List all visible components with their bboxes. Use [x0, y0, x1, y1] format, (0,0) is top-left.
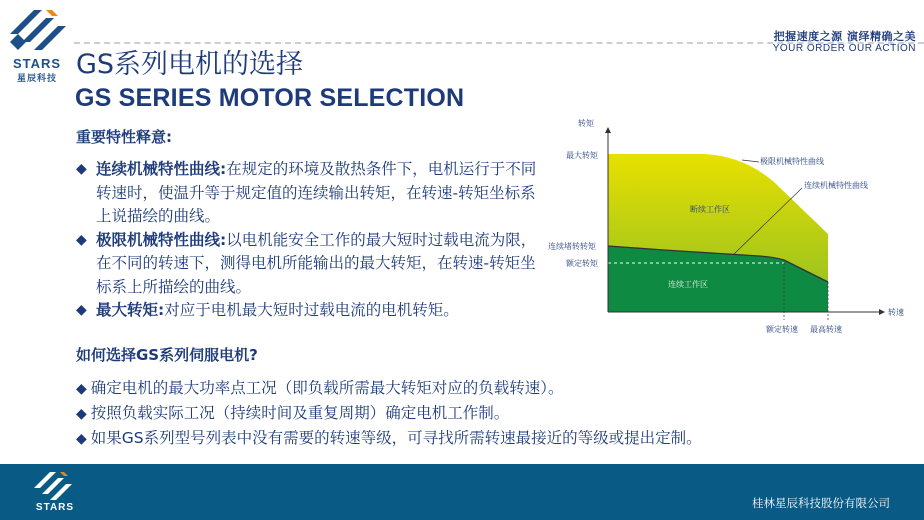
- x-tick-max-speed: 最高转速: [810, 325, 842, 334]
- selection-step: [76, 401, 876, 426]
- definition-term: 极限机械特性曲线:: [96, 230, 227, 249]
- definition-term: 最大转矩:: [96, 301, 165, 319]
- chart-svg: [544, 112, 924, 344]
- definition-term: 连续机械特性曲线:: [96, 160, 227, 178]
- intermittent-region-label: 断续工作区: [690, 205, 730, 214]
- limit-curve-label: 极限机械特性曲线: [760, 157, 824, 166]
- diamond-bullet-icon: ◆: [76, 431, 87, 447]
- y-tick-max-torque: 最大转矩: [566, 151, 598, 160]
- y-tick-stall-torque: 连续堵转转矩: [548, 242, 596, 251]
- diamond-bullet-icon: ◆: [76, 161, 87, 177]
- slogan-en: YOUR ORDER OUR ACTION: [772, 43, 916, 54]
- page-title-en: GS SERIES MOTOR SELECTION: [75, 84, 465, 112]
- y-tick-rated-torque: 额定转矩: [566, 259, 598, 268]
- footer-wordmark: STARS: [35, 502, 75, 513]
- selection-heading: 如何选择GS系列伺服电机?: [76, 346, 258, 364]
- definition-text: 对应于电机最大短时过载电流的电机转矩。: [164, 301, 459, 319]
- step-text: 按照负载实际工况（持续时间及重复周期）确定电机工作制。: [90, 404, 510, 422]
- definitions-list: [76, 158, 546, 323]
- selection-step: [76, 426, 876, 451]
- diamond-bullet-icon: ◆: [76, 231, 87, 248]
- definition-text: 以电机能安全工作的最大短时过载电流为限，在不同的转速下，测得电机所能输出的最大转矩，在转速-转矩坐标系上所描绘的曲线。: [96, 230, 537, 296]
- logo-cn-name: 星辰科技: [16, 74, 57, 84]
- x-axis-label: 转速: [888, 308, 904, 317]
- footer-company-name: 桂林星辰科技股份有限公司: [752, 496, 890, 510]
- step-text: 如果GS系列型号列表中没有需要的转速等级，可寻找所需转速最接近的等级或提出定制。: [90, 429, 702, 447]
- footer-bar: [0, 464, 924, 520]
- definition-item: [76, 299, 546, 323]
- y-axis-label: 转矩: [578, 119, 594, 128]
- continuous-curve-label: 连续机械特性曲线: [804, 181, 868, 190]
- selection-step: [76, 376, 876, 401]
- limit-curve-leader: [742, 160, 759, 162]
- step-text: 确定电机的最大功率点工况（即负载所需最大转矩对应的负载转速）。: [90, 379, 564, 397]
- continuous-region-label: 连续工作区: [668, 280, 708, 289]
- definitions-heading: 重要特性释意:: [76, 128, 172, 146]
- diamond-bullet-icon: ◆: [76, 406, 87, 422]
- slogan-cn: 把握速度之源 演绎精确之美: [773, 30, 916, 43]
- x-tick-rated-speed: 额定转速: [766, 325, 798, 334]
- selection-steps: [76, 376, 876, 451]
- diamond-bullet-icon: ◆: [76, 381, 87, 397]
- definition-text: 在规定的环境及散热条件下，电机运行于不同转速时，使温升等于规定值的连续输出转矩，在转速-转矩坐标系上说描绘的曲线。: [96, 160, 537, 225]
- definition-item: [76, 229, 546, 300]
- page-title-cn: GS系列电机的选择: [76, 49, 304, 80]
- torque-speed-chart: [544, 112, 924, 344]
- definition-item: [76, 158, 546, 229]
- logo-wordmark: STARS: [12, 56, 62, 71]
- diamond-bullet-icon: ◆: [76, 302, 87, 318]
